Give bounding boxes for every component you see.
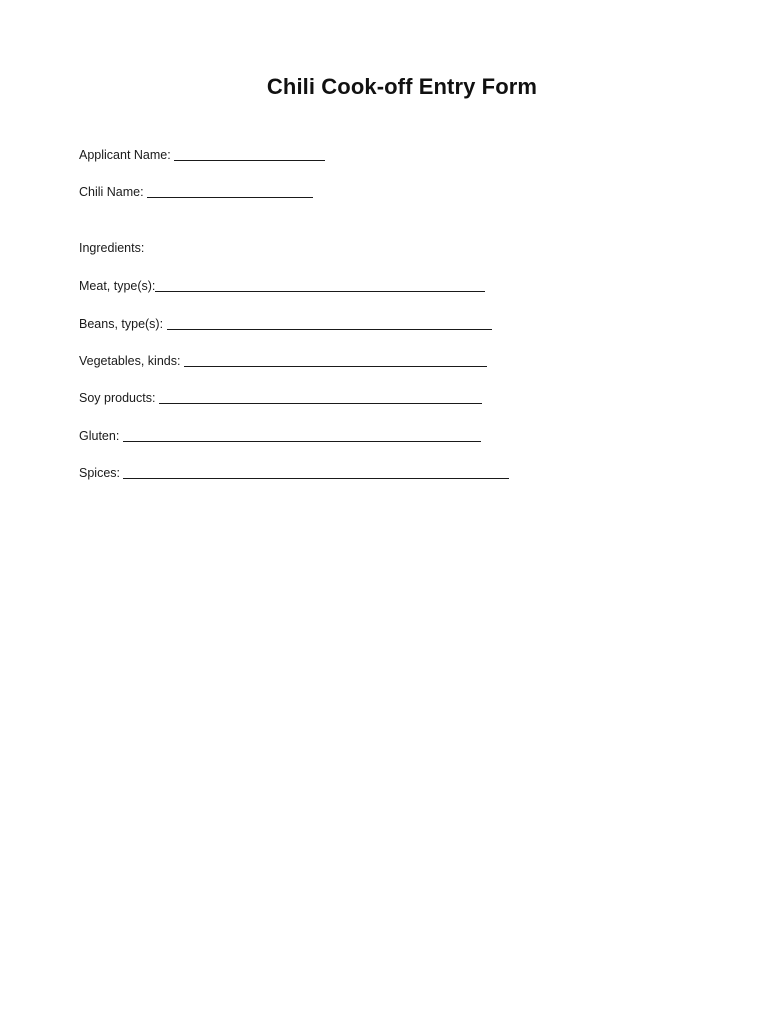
spices-label: Spices: (79, 466, 124, 480)
applicant-name-row (79, 147, 325, 163)
chili-name-row (79, 184, 313, 200)
soy-products-row (79, 390, 482, 406)
vegetables-label: Vegetables, kinds: (79, 354, 184, 368)
spices-row (79, 465, 509, 481)
gluten-label: Gluten: (79, 429, 123, 443)
page-title: Chili Cook-off Entry Form (266, 74, 538, 99)
beans-label: Beans, type(s): (79, 317, 167, 331)
soy-products-field[interactable] (159, 391, 482, 404)
chili-name-field[interactable] (147, 185, 313, 198)
meat-field[interactable] (155, 279, 485, 292)
spices-field[interactable] (123, 466, 509, 479)
meat-row (79, 278, 485, 294)
beans-field[interactable] (167, 317, 492, 330)
beans-row (79, 316, 492, 332)
gluten-row (79, 428, 481, 444)
gluten-field[interactable] (123, 429, 481, 442)
soy-products-label: Soy products: (79, 391, 159, 405)
chili-name-label: Chili Name: (79, 185, 148, 199)
vegetables-field[interactable] (184, 354, 487, 367)
vegetables-row (79, 353, 487, 369)
meat-label: Meat, type(s): (79, 279, 156, 293)
ingredients-heading-row (79, 240, 144, 256)
applicant-name-field[interactable] (174, 148, 325, 161)
applicant-name-label: Applicant Name: (79, 148, 175, 162)
ingredients-heading: Ingredients: (79, 241, 145, 255)
